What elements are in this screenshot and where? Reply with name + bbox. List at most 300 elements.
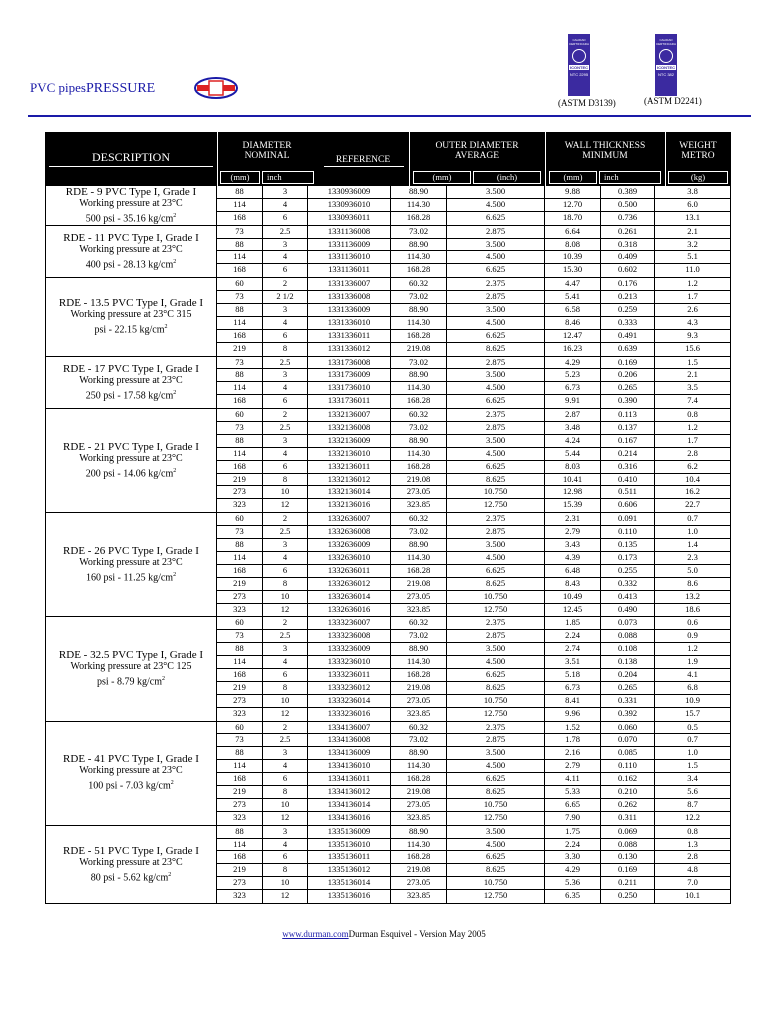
table-cell: 1.4 — [655, 539, 731, 551]
table-row — [217, 877, 731, 890]
table-cell: 3.8 — [655, 186, 731, 198]
table-row — [217, 760, 731, 773]
rde-group — [45, 826, 731, 904]
table-cell: 60.32 — [391, 617, 447, 629]
table-cell: 1334136014 — [308, 799, 391, 811]
table-cell: 4.500 — [447, 317, 545, 329]
table-cell: 6 — [263, 669, 308, 681]
table-cell: 323.85 — [391, 708, 447, 721]
table-cell: 4.24 — [545, 435, 601, 447]
table-cell: 0.210 — [601, 786, 655, 798]
table-row — [217, 617, 731, 630]
table-cell: 60 — [217, 278, 263, 290]
table-cell: 3.43 — [545, 539, 601, 551]
table-cell: 88 — [217, 435, 263, 447]
table-cell: 8.43 — [545, 578, 601, 590]
table-cell: 6 — [263, 264, 308, 277]
table-cell: 1.2 — [655, 643, 731, 655]
table-cell: 8.6 — [655, 578, 731, 590]
table-cell: 1331336007 — [308, 278, 391, 290]
group-psi — [46, 387, 216, 402]
table-row — [217, 890, 731, 903]
table-cell: 1334136012 — [308, 786, 391, 798]
group-description — [45, 826, 217, 903]
table-cell: 12.750 — [447, 890, 545, 903]
table-cell: 0.392 — [601, 708, 655, 721]
col-weight-line1: WEIGHT — [679, 141, 717, 151]
table-cell: 15.6 — [655, 343, 731, 356]
col-diameter-nominal — [217, 141, 317, 161]
table-cell: 6.625 — [447, 669, 545, 681]
group-pressure: Working pressure at 23°C — [79, 856, 183, 868]
table-cell: 1.5 — [655, 760, 731, 772]
group-pressure: Working pressure at 23°C — [79, 765, 183, 777]
table-cell: 0.410 — [601, 474, 655, 486]
table-cell: 10.49 — [545, 591, 601, 603]
table-cell: 114.30 — [391, 317, 447, 329]
table-row — [217, 278, 731, 291]
table-cell: 273.05 — [391, 695, 447, 707]
table-cell: 3.500 — [447, 643, 545, 655]
table-cell: 0.169 — [601, 357, 655, 369]
group-name: RDE - 11 PVC Type I, Grade I — [63, 231, 199, 244]
table-cell: 3.500 — [447, 826, 545, 838]
table-cell: 273 — [217, 877, 263, 889]
table-row — [217, 722, 731, 735]
group-description — [45, 617, 217, 720]
footer — [0, 929, 768, 939]
table-cell: 114 — [217, 760, 263, 772]
unit-wall-mm: (mm) — [549, 171, 597, 184]
table-cell: 168.28 — [391, 212, 447, 225]
table-cell: 88.90 — [391, 186, 447, 198]
table-cell: 219.08 — [391, 864, 447, 876]
table-cell: 12 — [263, 812, 308, 825]
table-cell: 323 — [217, 499, 263, 512]
table-cell: 1332636009 — [308, 539, 391, 551]
header-underline — [324, 166, 404, 167]
table-row — [217, 343, 731, 356]
table-cell: 0.318 — [601, 239, 655, 251]
table-cell: 0.390 — [601, 395, 655, 408]
table-cell: 6 — [263, 773, 308, 785]
table-cell: 7.4 — [655, 395, 731, 408]
table-cell: 6.65 — [545, 799, 601, 811]
table-cell: 168.28 — [391, 773, 447, 785]
table-cell: 1.0 — [655, 747, 731, 759]
table-cell: 1330936009 — [308, 186, 391, 198]
table-cell: 2 — [263, 513, 308, 525]
table-cell: 0.316 — [601, 461, 655, 473]
table-cell: 1333236016 — [308, 708, 391, 721]
table-cell: 1.2 — [655, 278, 731, 290]
table-cell: 1.7 — [655, 435, 731, 447]
table-cell: 4 — [263, 839, 308, 851]
table-cell: 8 — [263, 343, 308, 356]
table-cell: 323.85 — [391, 499, 447, 512]
table-cell: 12.750 — [447, 812, 545, 825]
table-cell: 5.6 — [655, 786, 731, 798]
table-cell: 6.58 — [545, 304, 601, 316]
durman-logo-icon — [193, 76, 239, 100]
table-cell: 3.30 — [545, 851, 601, 863]
table-cell: 273.05 — [391, 591, 447, 603]
table-cell: 1332136007 — [308, 409, 391, 421]
table-cell: 323.85 — [391, 890, 447, 903]
table-cell: 1332136009 — [308, 435, 391, 447]
table-cell: 73 — [217, 357, 263, 369]
squared-superscript: 2 — [162, 676, 165, 683]
group-psi-value: 160 psi - 11.25 kg/cm — [85, 572, 174, 584]
table-cell: 3 — [263, 435, 308, 447]
group-name: RDE - 17 PVC Type I, Grade I — [63, 362, 199, 375]
table-cell: 1331136008 — [308, 226, 391, 238]
table-cell: 4.500 — [447, 251, 545, 263]
table-cell: 8.7 — [655, 799, 731, 811]
table-cell: 4 — [263, 317, 308, 329]
title-small: PVC pipes — [30, 80, 86, 95]
table-cell: 3 — [263, 643, 308, 655]
table-cell: 6 — [263, 565, 308, 577]
group-psi — [46, 569, 216, 584]
table-cell: 0.265 — [601, 682, 655, 694]
table-row — [217, 499, 731, 512]
unit-outer-mm: (mm) — [413, 171, 471, 184]
table-cell: 12.750 — [447, 604, 545, 617]
table-cell: 114 — [217, 656, 263, 668]
group-psi — [46, 465, 216, 480]
table-cell: 1331136010 — [308, 251, 391, 263]
table-cell: 10.750 — [447, 695, 545, 707]
website-link[interactable]: www.durman.com — [282, 929, 349, 939]
table-cell: 88 — [217, 539, 263, 551]
table-cell: 1331136009 — [308, 239, 391, 251]
table-cell: 60 — [217, 722, 263, 734]
table-cell: 1333236011 — [308, 669, 391, 681]
table-cell: 13.2 — [655, 591, 731, 603]
table-row — [217, 708, 731, 721]
table-cell: 1331336011 — [308, 330, 391, 342]
table-cell: 2 1/2 — [263, 291, 308, 303]
group-psi-value: psi - 8.79 kg/cm — [97, 676, 162, 688]
table-cell: 12.70 — [545, 199, 601, 211]
table-cell: 3.5 — [655, 382, 731, 394]
group-pressure: Working pressure at 23°C — [79, 557, 183, 569]
table-cell: 219.08 — [391, 786, 447, 798]
unit-inch: inch — [262, 171, 314, 184]
table-cell: 4 — [263, 552, 308, 564]
table-cell: 6.625 — [447, 395, 545, 408]
table-cell: 6.73 — [545, 382, 601, 394]
rde-group — [45, 186, 731, 226]
table-cell: 4.500 — [447, 382, 545, 394]
table-cell: 18.6 — [655, 604, 731, 617]
table-cell: 219 — [217, 474, 263, 486]
table-cell: 0.5 — [655, 722, 731, 734]
table-cell: 12.750 — [447, 499, 545, 512]
table-cell: 1331736008 — [308, 357, 391, 369]
table-cell: 11.0 — [655, 264, 731, 277]
table-cell: 1.52 — [545, 722, 601, 734]
table-cell: 15.39 — [545, 499, 601, 512]
table-cell: 10.750 — [447, 591, 545, 603]
table-cell: 273 — [217, 695, 263, 707]
table-cell: 15.30 — [545, 264, 601, 277]
table-row — [217, 409, 731, 422]
table-cell: 1331336009 — [308, 304, 391, 316]
table-cell: 12.98 — [545, 486, 601, 498]
table-cell: 1332636011 — [308, 565, 391, 577]
table-cell: 0.091 — [601, 513, 655, 525]
col-description: DESCRIPTION — [91, 150, 170, 164]
table-row — [217, 357, 731, 370]
table-cell: 0.9 — [655, 630, 731, 642]
table-cell: 4 — [263, 199, 308, 211]
table-cell: 88.90 — [391, 539, 447, 551]
table-cell: 1332636008 — [308, 526, 391, 538]
cert2-astm: (ASTM D2241) — [644, 96, 702, 106]
table-cell: 4.11 — [545, 773, 601, 785]
table-cell: 73.02 — [391, 734, 447, 746]
table-cell: 168 — [217, 773, 263, 785]
table-cell: 88 — [217, 369, 263, 381]
table-cell: 168 — [217, 461, 263, 473]
cert1-org: ICONTEC — [570, 65, 588, 70]
table-cell: 3 — [263, 304, 308, 316]
table-cell: 0.490 — [601, 604, 655, 617]
group-description — [45, 226, 217, 278]
table-cell: 73 — [217, 526, 263, 538]
table-cell: 1332136008 — [308, 422, 391, 434]
table-row — [217, 422, 731, 435]
table-cell: 7.0 — [655, 877, 731, 889]
cert2-org: ICONTEC — [657, 65, 675, 70]
table-cell: 114.30 — [391, 199, 447, 211]
table-row — [217, 851, 731, 864]
table-cell: 1333236008 — [308, 630, 391, 642]
table-cell: 114 — [217, 839, 263, 851]
table-cell: 3 — [263, 539, 308, 551]
group-psi-value: 500 psi - 35.16 kg/cm — [85, 213, 174, 224]
group-name: RDE - 9 PVC Type I, Grade I — [65, 185, 197, 198]
table-cell: 6.0 — [655, 199, 731, 211]
table-cell: 1335136009 — [308, 826, 391, 838]
table-cell: 13.1 — [655, 212, 731, 225]
table-row — [217, 264, 731, 277]
table-cell: 273.05 — [391, 877, 447, 889]
group-name: RDE - 32.5 PVC Type I, Grade I — [58, 649, 204, 662]
table-cell: 7.90 — [545, 812, 601, 825]
group-psi — [46, 673, 216, 688]
table-cell: 1.85 — [545, 617, 601, 629]
table-cell: 6.8 — [655, 682, 731, 694]
table-row — [217, 474, 731, 487]
table-cell: 12.47 — [545, 330, 601, 342]
table-cell: 4 — [263, 448, 308, 460]
group-name: RDE - 41 PVC Type I, Grade I — [63, 753, 199, 766]
table-cell: 0.602 — [601, 264, 655, 277]
table-cell: 10 — [263, 799, 308, 811]
table-cell: 3.500 — [447, 539, 545, 551]
footer-text: Durman Esquivel - Version May 2005 — [348, 929, 486, 939]
table-cell: 2 — [263, 617, 308, 629]
table-cell: 273 — [217, 591, 263, 603]
group-pressure: Working pressure at 23°C 125 — [70, 661, 192, 673]
table-row — [217, 539, 731, 552]
table-cell: 4 — [263, 251, 308, 263]
unit-wall-inch: inch — [599, 171, 661, 184]
table-cell: 2.5 — [263, 357, 308, 369]
table-cell: 6 — [263, 395, 308, 408]
table-cell: 4.500 — [447, 199, 545, 211]
squared-superscript: 2 — [164, 324, 168, 331]
col-weight-line2: METRO — [681, 151, 715, 161]
table-cell: 219.08 — [391, 474, 447, 486]
table-cell: 3 — [263, 186, 308, 198]
squared-superscript: 2 — [173, 258, 177, 265]
title-big: PRESSURE — [85, 81, 156, 96]
table-cell: 1334136011 — [308, 773, 391, 785]
table-row — [217, 799, 731, 812]
group-description — [45, 278, 217, 355]
table-cell: 88.90 — [391, 435, 447, 447]
table-cell: 6.73 — [545, 682, 601, 694]
col-outer-line2: AVERAGE — [454, 151, 500, 161]
table-cell: 114.30 — [391, 552, 447, 564]
table-cell: 1334136008 — [308, 734, 391, 746]
table-cell: 2.5 — [263, 526, 308, 538]
table-cell: 1334136016 — [308, 812, 391, 825]
table-cell: 5.41 — [545, 291, 601, 303]
table-cell: 0.331 — [601, 695, 655, 707]
table-cell: 0.333 — [601, 317, 655, 329]
table-cell: 2.16 — [545, 747, 601, 759]
table-cell: 1332636014 — [308, 591, 391, 603]
table-cell: 0.073 — [601, 617, 655, 629]
table-cell: 0.088 — [601, 839, 655, 851]
table-cell: 0.069 — [601, 826, 655, 838]
table-cell: 0.259 — [601, 304, 655, 316]
table-cell: 88.90 — [391, 747, 447, 759]
table-row — [217, 591, 731, 604]
table-row — [217, 369, 731, 382]
table-cell: 114.30 — [391, 382, 447, 394]
header-underline — [49, 166, 213, 167]
table-cell: 60 — [217, 513, 263, 525]
squared-superscript: 2 — [173, 212, 177, 219]
table-cell: 3.48 — [545, 422, 601, 434]
table-cell: 323 — [217, 604, 263, 617]
table-cell: 2.875 — [447, 526, 545, 538]
table-cell: 0.176 — [601, 278, 655, 290]
rde-group — [45, 226, 731, 279]
table-cell: 8 — [263, 578, 308, 590]
table-cell: 2.5 — [263, 422, 308, 434]
table-cell: 3.500 — [447, 304, 545, 316]
group-psi-value: 250 psi - 17.58 kg/cm — [85, 390, 174, 402]
table-row — [217, 812, 731, 825]
table-row — [217, 317, 731, 330]
table-cell: 88 — [217, 186, 263, 198]
table-cell: 1335136016 — [308, 890, 391, 903]
cert1-seal-icon — [572, 49, 586, 63]
table-row — [217, 578, 731, 591]
table-cell: 4.500 — [447, 839, 545, 851]
table-cell: 88.90 — [391, 643, 447, 655]
table-cell: 8.625 — [447, 578, 545, 590]
table-cell: 219.08 — [391, 343, 447, 356]
table-cell: 1335136012 — [308, 864, 391, 876]
icontec-cert-badge-2 — [655, 34, 677, 96]
table-cell: 1.5 — [655, 357, 731, 369]
table-cell: 168.28 — [391, 461, 447, 473]
table-cell: 5.1 — [655, 251, 731, 263]
table-cell: 1.78 — [545, 734, 601, 746]
table-cell: 2.5 — [263, 226, 308, 238]
table-cell: 168 — [217, 565, 263, 577]
table-row — [217, 669, 731, 682]
group-psi — [46, 256, 216, 271]
table-cell: 1331136011 — [308, 264, 391, 277]
table-cell: 5.44 — [545, 448, 601, 460]
table-cell: 114 — [217, 251, 263, 263]
table-cell: 12.45 — [545, 604, 601, 617]
col-reference: REFERENCE — [335, 155, 391, 165]
table-cell: 1333236010 — [308, 656, 391, 668]
table-cell: 5.36 — [545, 877, 601, 889]
table-cell: 323.85 — [391, 812, 447, 825]
group-description — [45, 722, 217, 825]
table-cell: 1.7 — [655, 291, 731, 303]
table-cell: 2.375 — [447, 409, 545, 421]
table-cell: 0.169 — [601, 864, 655, 876]
table-cell: 3 — [263, 239, 308, 251]
table-row — [217, 656, 731, 669]
table-row — [217, 461, 731, 474]
group-name: RDE - 26 PVC Type I, Grade I — [63, 545, 199, 558]
table-cell: 1330936010 — [308, 199, 391, 211]
table-row — [217, 199, 731, 212]
table-row — [217, 226, 731, 239]
table-cell: 3 — [263, 826, 308, 838]
cert1-top: CALIDAD CERTIFICADA — [569, 38, 589, 46]
unit-mm: (mm) — [220, 171, 260, 184]
table-cell: 114 — [217, 199, 263, 211]
col-wall-line2: MINIMUM — [582, 151, 628, 161]
rde-group — [45, 722, 731, 826]
table-row — [217, 435, 731, 448]
table-cell: 73.02 — [391, 291, 447, 303]
table-cell: 114.30 — [391, 448, 447, 460]
squared-superscript: 2 — [173, 572, 177, 579]
table-cell: 1330936011 — [308, 212, 391, 225]
table-cell: 10 — [263, 591, 308, 603]
table-cell: 2.87 — [545, 409, 601, 421]
table-row — [217, 486, 731, 499]
table-cell: 73.02 — [391, 226, 447, 238]
table-cell: 3.51 — [545, 656, 601, 668]
table-cell: 2.5 — [263, 630, 308, 642]
table-cell: 4.1 — [655, 669, 731, 681]
table-cell: 1.75 — [545, 826, 601, 838]
table-cell: 114 — [217, 382, 263, 394]
group-pressure: Working pressure at 23°C — [79, 374, 183, 386]
table-cell: 114 — [217, 317, 263, 329]
table-cell: 1332636010 — [308, 552, 391, 564]
group-description — [45, 409, 217, 512]
table-cell: 2.375 — [447, 278, 545, 290]
table-cell: 2.3 — [655, 552, 731, 564]
